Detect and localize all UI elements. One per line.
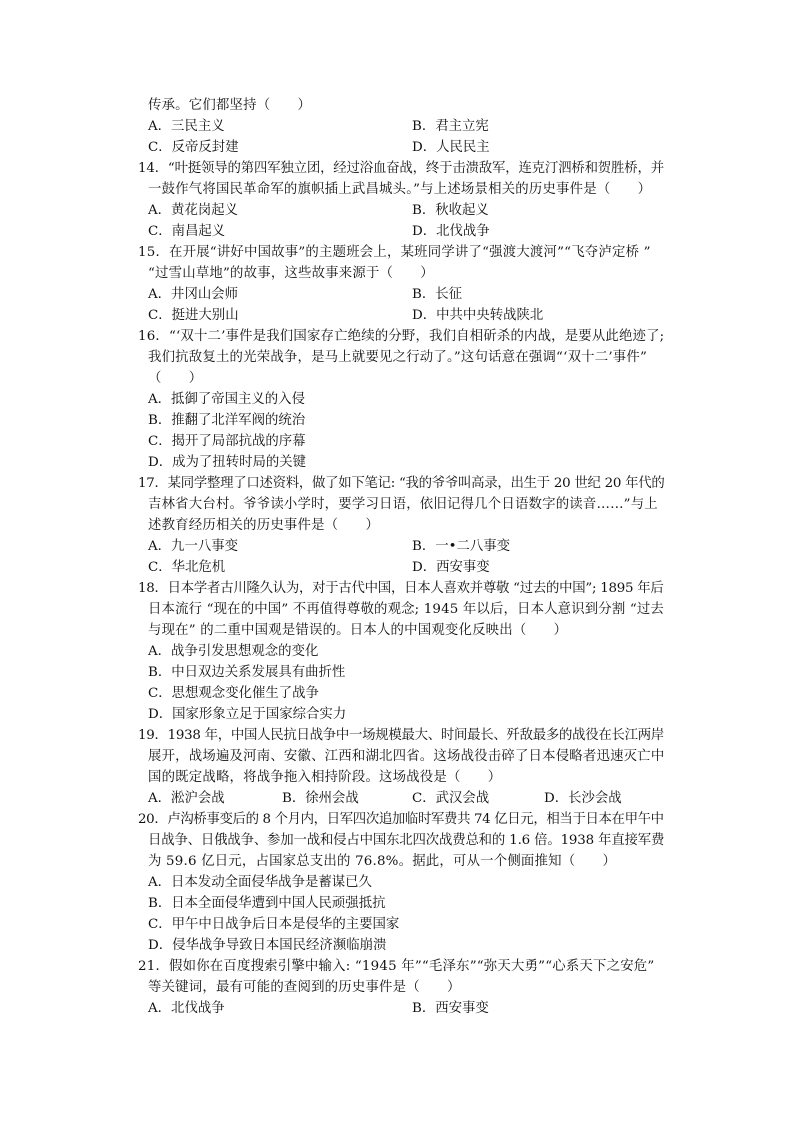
- q14-option-a: A．黄花岗起义: [148, 203, 239, 218]
- q20-option-d: D．侵华战争导致日本国民经济濒临崩溃: [148, 938, 387, 953]
- q20-stem-line3: 为 59.6 亿日元，占国家总支出的 76.8%。据此，可从一个侧面推知（ ）: [148, 854, 617, 869]
- q19-stem-line1: 19．1938 年，中国人民抗日战争中一场规模最大、时间最长、歼敌最多的战役在长江两岸: [138, 728, 665, 743]
- q19-option-c: C．武汉会战: [412, 791, 490, 806]
- q20-option-c: C．甲午中日战争后日本是侵华的主要国家: [148, 917, 400, 932]
- q14-option-b: B．秋收起义: [412, 203, 489, 218]
- q15-stem-line1: 15．在开展“讲好中国故事”的主题班会上，某班同学讲了“强渡大渡河”“飞夺泸定桥 ”: [138, 245, 651, 260]
- q16-stem-line3: （ ）: [148, 371, 203, 386]
- q21-option-a: A．北伐战争: [148, 1001, 225, 1016]
- q20-stem-line2: 日战争、日俄战争、参加一战和侵占中国东北四次战费总和的 1.6 倍。1938 年直接军费: [148, 833, 665, 848]
- q20-option-a: A．日本发动全面侵华战争是蓄谋已久: [148, 875, 372, 890]
- q17-stem-line3: 述教育经历相关的历史事件是（ ）: [148, 518, 380, 533]
- q13-option-b: B．君主立宪: [412, 119, 489, 134]
- q16-option-a: A．抵御了帝国主义的入侵: [148, 392, 305, 407]
- q19-stem-line2: 展开，战场遍及河南、安徽、江西和湖北四省。这场战役击碎了日本侵略者迅速灭亡中: [148, 749, 665, 764]
- q14-stem-line2: 一鼓作气将国民革命军的旗帜插上武昌城头。”与上述场景相关的历史事件是（ ）: [148, 182, 652, 197]
- q17-stem-line1: 17．某同学整理了口述资料，做了如下笔记: “我的爷爷叫高录，出生于 20 世纪 20 年代的: [138, 476, 665, 491]
- q16-option-d: D．成为了扭转时局的关键: [148, 455, 307, 470]
- q16-option-c: C．揭开了局部抗战的序幕: [148, 434, 306, 449]
- q17-option-c: C．华北危机: [148, 560, 226, 575]
- q21-stem-line2: 等关键词，最有可能的查阅到的历史事件是（ ）: [148, 980, 461, 995]
- q18-stem-line1: 18．日本学者古川隆久认为，对于古代中国，日本人喜欢并尊敬 “过去的中国”; 1895 年后: [138, 581, 664, 596]
- q20-option-b: B．日本全面侵华遭到中国人民顽强抵抗: [148, 896, 386, 911]
- q14-stem-line1: 14．“叶挺领导的第四军独立团，经过浴血奋战，终于击溃敌军，连克汀泗桥和贺胜桥，并: [138, 161, 664, 176]
- q18-stem-line2: 日本流行 “现在的中国” 不再值得尊敬的观念; 1945 年以后，日本人意识到分割 “过去: [148, 602, 664, 617]
- q13-option-c: C．反帝反封建: [148, 140, 239, 155]
- q20-stem-line1: 20．卢沟桥事变后的 8 个月内，日军四次追加临时军费共 74 亿日元，相当于日本在甲午中: [138, 812, 664, 827]
- q15-option-c: C．挺进大别山: [148, 308, 239, 323]
- q13-option-d: D．人民民主: [412, 140, 490, 155]
- q14-option-c: C．南昌起义: [148, 224, 226, 239]
- q19-stem-line3: 国的既定战略，将战争拖入相持阶段。这场战役是（ ）: [148, 770, 502, 785]
- q17-stem-line2: 吉林省大台村。爷爷读小学时，要学习日语，依旧记得几个日语数字的读音……”与上: [148, 497, 658, 512]
- q19-option-d: D．长沙会战: [544, 791, 622, 806]
- q18-option-a: A．战争引发思想观念的变化: [148, 644, 319, 659]
- q18-option-b: B．中日双边关系发展具有曲折性: [148, 665, 346, 680]
- q13-option-a: A．三民主义: [148, 119, 225, 134]
- q21-stem-line1: 21．假如你在百度搜索引擎中输入: “1945 年”“毛泽东”“弥天大勇”“心系天下之安危”: [138, 959, 655, 974]
- q15-stem-line2: “过雪山草地”的故事，这些故事来源于（ ）: [148, 266, 434, 281]
- q16-option-b: B．推翻了北洋军阀的统治: [148, 413, 306, 428]
- q15-option-d: D．中共中央转战陕北: [412, 308, 544, 323]
- q18-option-d: D．国家形象立足于国家综合实力: [148, 707, 347, 722]
- q15-option-a: A．井冈山会师: [148, 287, 239, 302]
- q13-stem-continuation: 传承。它们都坚持（ ）: [148, 98, 312, 113]
- q18-stem-line3: 与现在” 的二重中国观是错误的。日本人的中国观变化反映出（ ）: [148, 623, 568, 638]
- q18-option-c: C．思想观念变化催生了战争: [148, 686, 319, 701]
- q21-option-b: B．西安事变: [412, 1001, 489, 1016]
- q16-stem-line2: 我们抗敌复土的光荣战争，是马上就要见之行动了。”这句话意在强调“‘双十二’事件”: [148, 350, 648, 365]
- q19-option-a: A．淞沪会战: [148, 791, 225, 806]
- q17-option-d: D．西安事变: [412, 560, 490, 575]
- q15-option-b: B．长征: [412, 287, 463, 302]
- q16-stem-line1: 16．“‘双十二’事件是我们国家存亡绝续的分野，我们自相斫杀的内战，是要从此绝迹了;: [138, 329, 665, 344]
- q19-option-b: B．徐州会战: [282, 791, 359, 806]
- q14-option-d: D．北伐战争: [412, 224, 490, 239]
- q17-option-b: B．一•二八事变: [412, 539, 511, 554]
- q17-option-a: A．九一八事变: [148, 539, 239, 554]
